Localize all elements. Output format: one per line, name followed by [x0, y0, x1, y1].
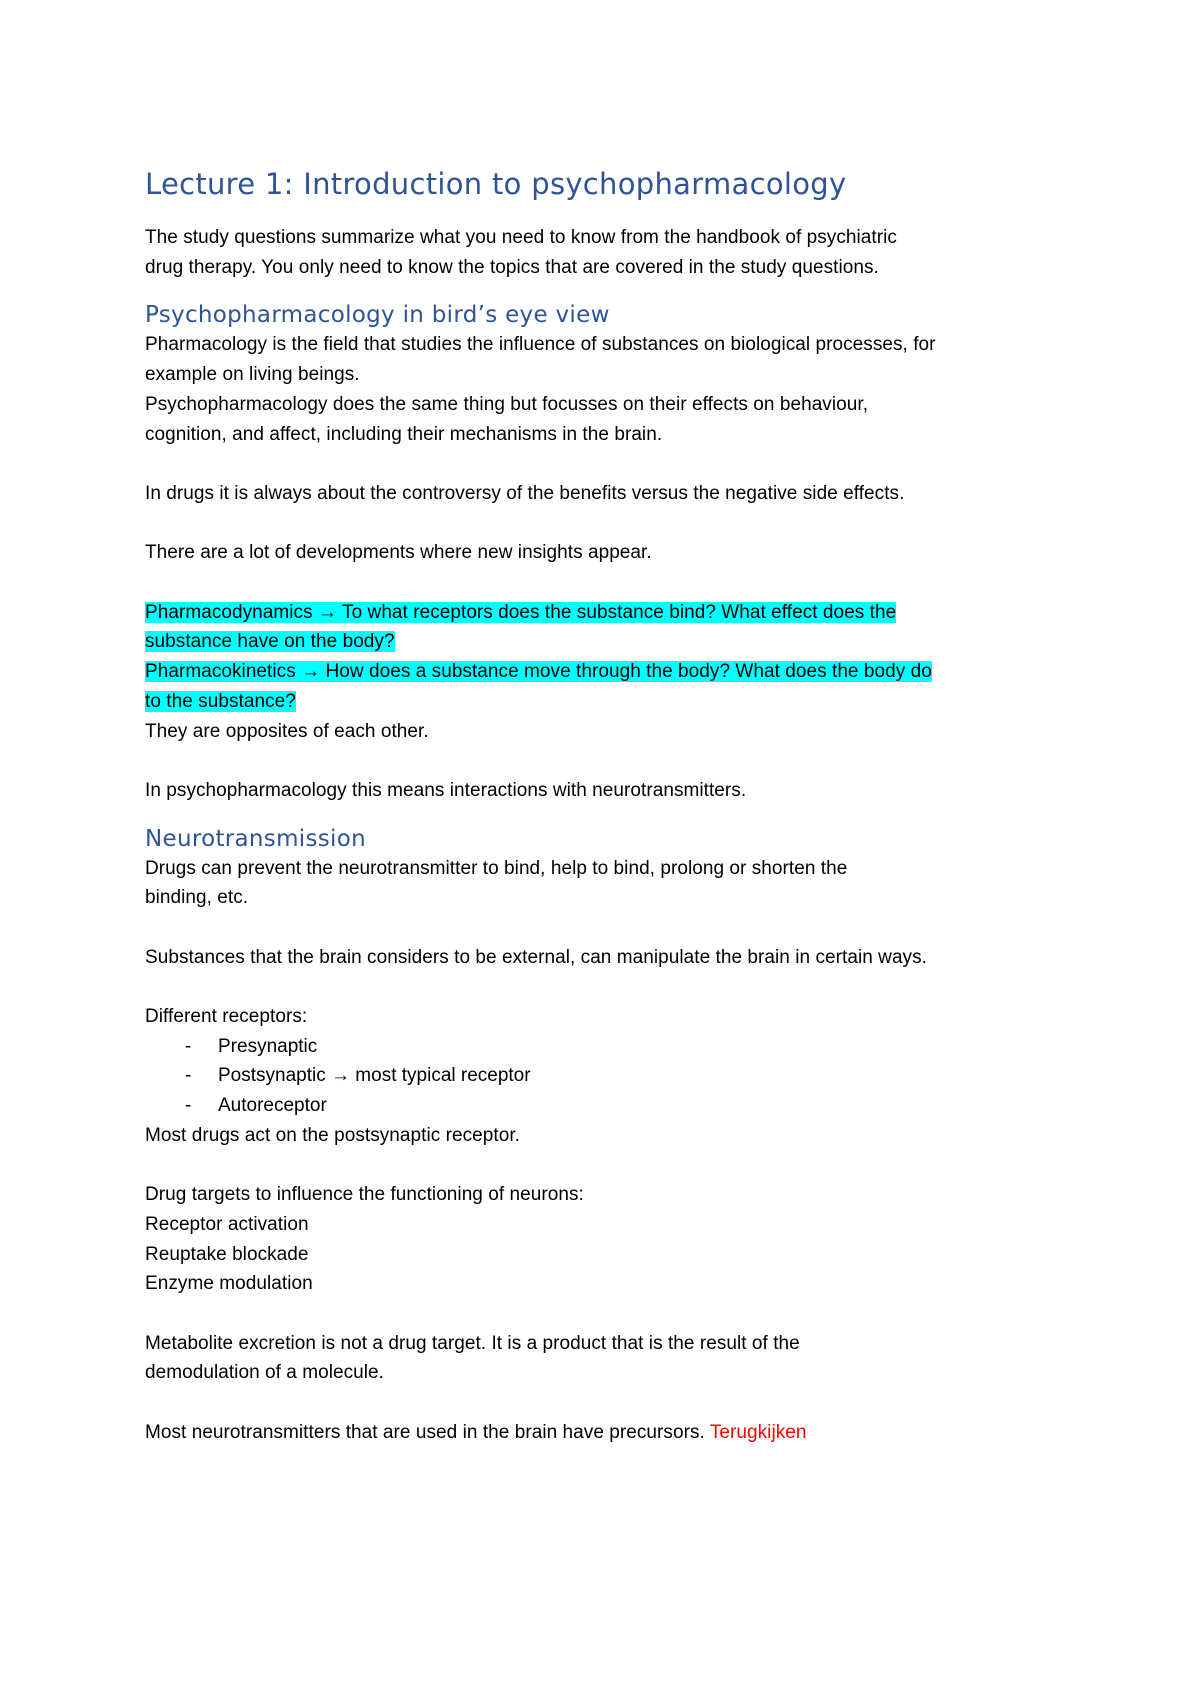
list-item: - Presynaptic: [185, 1035, 318, 1057]
paragraph: There are a lot of developments where new insights appear.: [145, 542, 652, 564]
paragraph: In drugs it is always about the controversy of the benefits versus the negative side effects.: [145, 482, 905, 504]
arrow-icon: →: [331, 1065, 351, 1087]
pharmacodynamics-line-1: Pharmacodynamics → To what receptors does the substance bind? What effect does the: [145, 601, 897, 623]
paragraph: Pharmacology is the field that studies the influence of substances on biological processes, for: [145, 334, 936, 356]
paragraph: cognition, and affect, including their mechanisms in the brain.: [145, 423, 663, 445]
receptors-label: Different receptors:: [145, 1006, 308, 1028]
pharmacodynamics-term: Pharmacodynamics: [145, 601, 313, 623]
pharmacodynamics-line-2: substance have on the body?: [145, 631, 395, 653]
paragraph: In psychopharmacology this means interactions with neurotransmitters.: [145, 779, 747, 801]
paragraph: Psychopharmacology does the same thing but focusses on their effects on behaviour,: [145, 393, 869, 415]
paragraph: Substances that the brain considers to be external, can manipulate the brain in certain ways.: [145, 946, 927, 968]
paragraph: demodulation of a molecule.: [145, 1362, 384, 1384]
intro-line-2: drug therapy. You only need to know the topics that are covered in the study questions.: [145, 256, 879, 278]
review-note: Terugkijken: [709, 1421, 807, 1443]
arrow-icon: →: [301, 661, 321, 683]
paragraph: Metabolite excretion is not a drug target. It is a product that is the result of the: [145, 1332, 800, 1354]
section-heading-birds-eye: Psychopharmacology in bird’s eye view: [145, 302, 610, 329]
document-body: [145, 165, 1075, 1448]
paragraph: Drugs can prevent the neurotransmitter to bind, help to bind, prolong or shorten the: [145, 857, 848, 879]
pharmacokinetics-line-1: Pharmacokinetics → How does a substance move through the body? What does the body do: [145, 661, 932, 683]
paragraph: They are opposites of each other.: [145, 720, 429, 742]
list-item: Receptor activation: [145, 1213, 309, 1235]
receptor-list: [145, 1032, 1075, 1121]
arrow-icon: →: [318, 601, 338, 623]
list-item: - Postsynaptic → most typical receptor: [185, 1065, 531, 1087]
page-title: Lecture 1: Introduction to psychopharmacology: [145, 167, 847, 201]
list-item: Enzyme modulation: [145, 1273, 313, 1295]
targets-label: Drug targets to influence the functioning of neurons:: [145, 1184, 584, 1206]
pharmacokinetics-term: Pharmacokinetics: [145, 661, 296, 683]
paragraph: Most neurotransmitters that are used in the brain have precursors. Terugkijken: [145, 1421, 807, 1443]
list-item: Reuptake blockade: [145, 1243, 309, 1265]
paragraph: binding, etc.: [145, 887, 249, 909]
paragraph: Most drugs act on the postsynaptic receptor.: [145, 1124, 521, 1146]
intro-line-1: The study questions summarize what you need to know from the handbook of psychiatric: [145, 227, 897, 248]
section-heading-neurotransmission: Neurotransmission: [145, 825, 366, 852]
paragraph: example on living beings.: [145, 364, 360, 386]
pharmacokinetics-line-2: to the substance?: [145, 690, 296, 712]
list-item: - Autoreceptor: [185, 1095, 327, 1117]
